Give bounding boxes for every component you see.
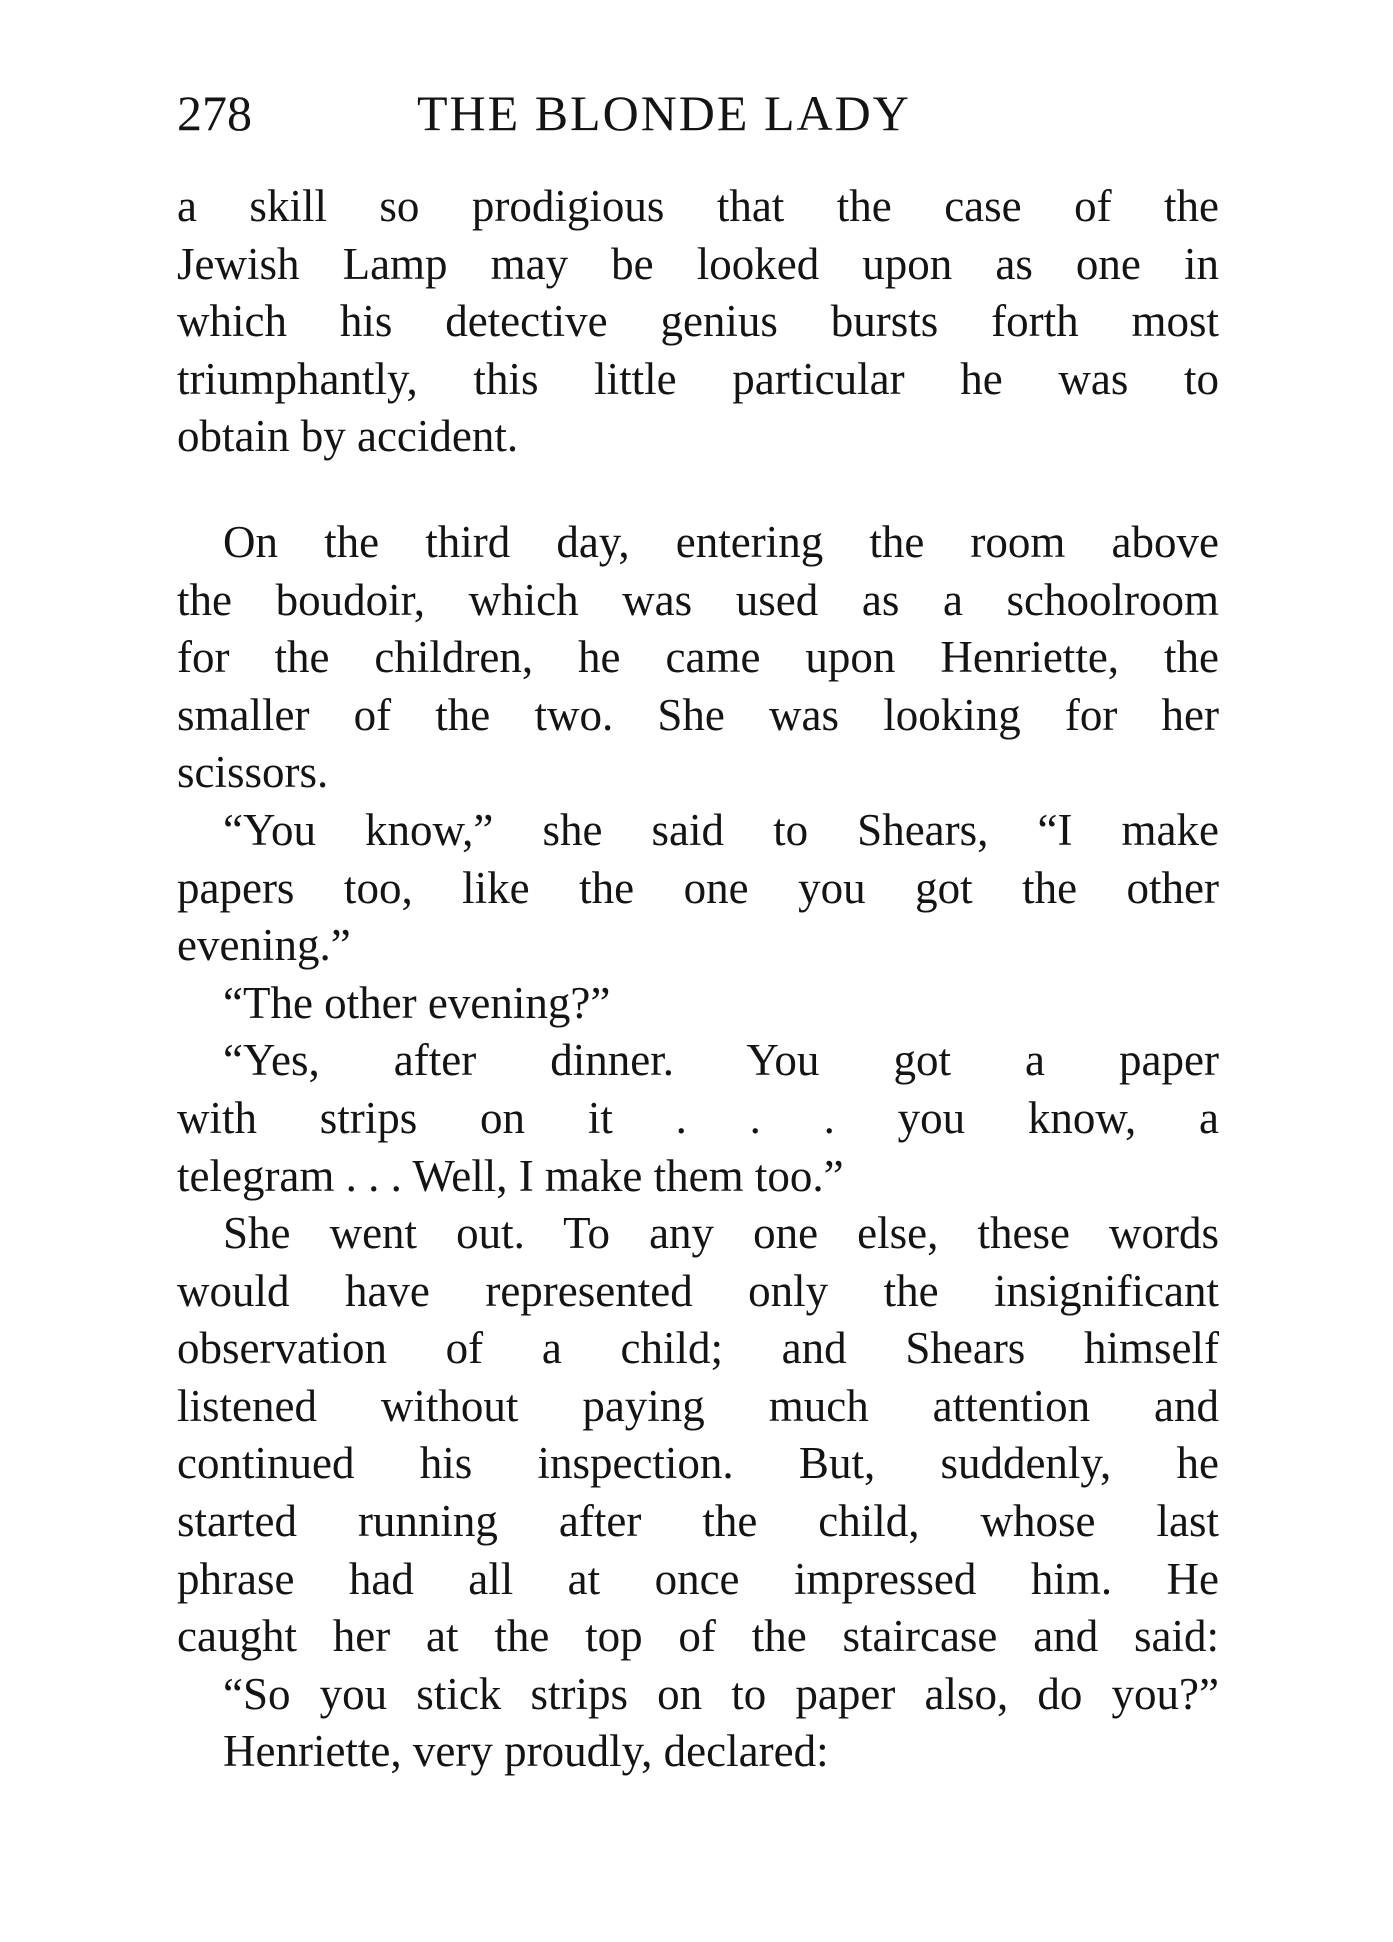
body-text <box>177 178 1219 1781</box>
text-line: She went out. To any one else, these words <box>223 1208 1219 1259</box>
text-line: papers too, like the one you got the other <box>177 862 1219 913</box>
text-line: would have represented only the insignificant <box>177 1265 1219 1316</box>
paragraph <box>177 1205 1219 1666</box>
paragraph <box>177 802 1219 975</box>
text-line: for the children, he came upon Henriette, the <box>177 632 1219 683</box>
text-line: which his detective genius bursts forth most <box>177 296 1219 347</box>
paragraph <box>177 514 1219 802</box>
running-title: THE BLONDE LADY <box>417 85 911 141</box>
text-line: Jewish Lamp may be looked upon as one in <box>177 238 1219 289</box>
text-line: scissors. <box>177 747 329 798</box>
text-line: the boudoir, which was used as a schoolroom <box>177 574 1219 625</box>
text-line: “You know,” she said to Shears, “I make <box>223 804 1219 855</box>
text-line: with strips on it . . . you know, a <box>177 1092 1219 1143</box>
text-line: “The other evening?” <box>223 977 611 1028</box>
text-line: evening.” <box>177 920 351 971</box>
paragraph <box>177 1723 1219 1781</box>
text-line: phrase had all at once impressed him. He <box>177 1553 1219 1604</box>
text-line: “So you stick strips on to paper also, do you?” <box>223 1668 1219 1719</box>
text-line: smaller of the two. She was looking for her <box>177 689 1219 740</box>
text-line: On the third day, entering the room above <box>223 516 1219 567</box>
paragraph <box>177 178 1219 466</box>
text-line: triumphantly, this little particular he was to <box>177 353 1219 404</box>
page-number: 278 <box>177 85 252 141</box>
text-line: listened without paying much attention and <box>177 1380 1219 1431</box>
paragraph-gap <box>177 466 1219 514</box>
page-header <box>177 78 1227 148</box>
text-line: started running after the child, whose last <box>177 1496 1219 1547</box>
text-line: telegram . . . Well, I make them too.” <box>177 1150 844 1201</box>
text-line: Henriette, very proudly, declared: <box>223 1726 829 1777</box>
text-line: “Yes, after dinner. You got a paper <box>223 1035 1219 1086</box>
text-line: a skill so prodigious that the case of the <box>177 181 1219 231</box>
paragraph <box>177 1032 1219 1205</box>
paragraph <box>177 1666 1219 1724</box>
paragraph <box>177 975 1219 1033</box>
text-line: caught her at the top of the staircase and said: <box>177 1611 1219 1662</box>
text-line: continued his inspection. But, suddenly, he <box>177 1438 1219 1489</box>
text-line: obtain by accident. <box>177 411 519 462</box>
text-line: observation of a child; and Shears himself <box>177 1323 1219 1374</box>
